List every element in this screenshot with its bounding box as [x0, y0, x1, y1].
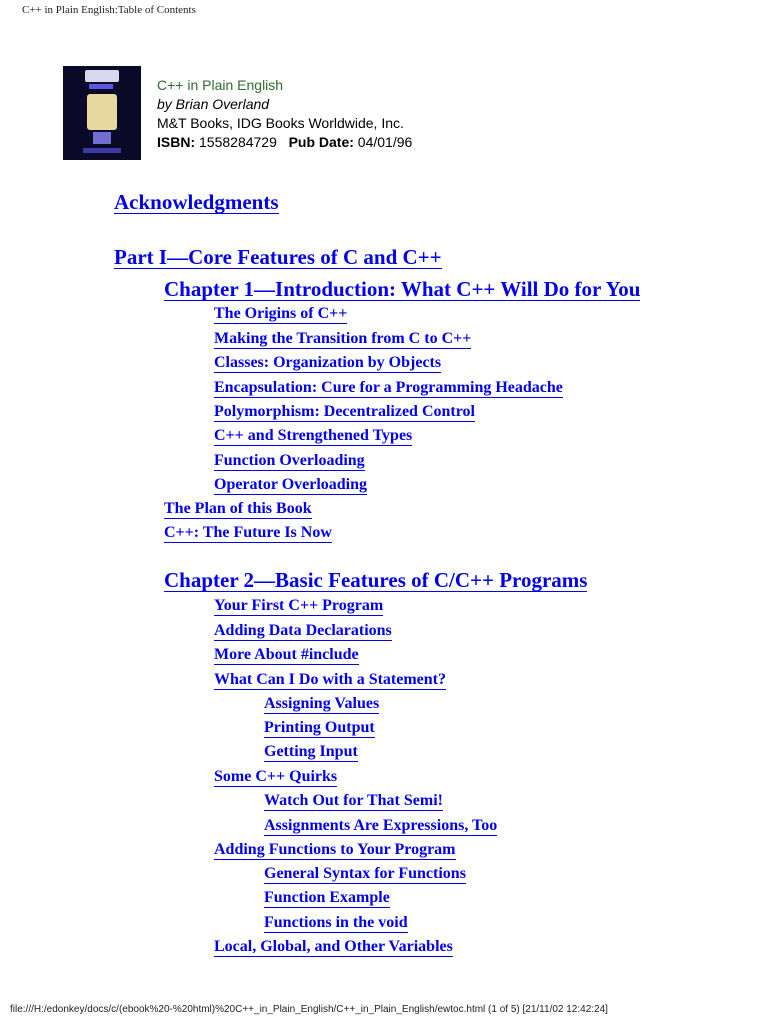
toc-link[interactable]: C++: The Future Is Now: [164, 524, 332, 541]
page-header: C++ in Plain English:Table of Contents: [22, 4, 196, 16]
toc-link[interactable]: Local, Global, and Other Variables: [214, 938, 453, 955]
toc-link[interactable]: C++ and Strengthened Types: [214, 427, 413, 444]
book-info: [63, 66, 683, 161]
toc-link[interactable]: Getting Input: [264, 743, 358, 760]
toc-link[interactable]: Watch Out for That Semi!: [264, 792, 443, 809]
book-isbn-line: [157, 133, 412, 152]
toc-link[interactable]: The Plan of this Book: [164, 500, 312, 517]
isbn-label: ISBN:: [157, 134, 196, 150]
toc-link[interactable]: Part I—Core Features of C and C++: [114, 245, 442, 269]
toc-link[interactable]: Assigning Values: [264, 695, 380, 712]
toc-link[interactable]: Your First C++ Program: [214, 597, 384, 614]
pubdate-value: 04/01/96: [357, 134, 413, 150]
book-meta: [157, 76, 412, 152]
toc-link[interactable]: Acknowledgments: [114, 190, 279, 214]
toc-link[interactable]: General Syntax for Functions: [264, 865, 466, 882]
book-publisher: M&T Books, IDG Books Worldwide, Inc.: [157, 115, 404, 131]
toc-link[interactable]: Polymorphism: Decentralized Control: [214, 403, 475, 420]
book-cover-image: [63, 66, 141, 160]
toc-link[interactable]: Functions in the void: [264, 914, 408, 931]
toc-link[interactable]: Printing Output: [264, 719, 375, 736]
toc-link[interactable]: Chapter 2—Basic Features of C/C++ Programs: [164, 568, 588, 592]
toc-link[interactable]: The Origins of C++: [214, 305, 348, 322]
toc-link[interactable]: Operator Overloading: [214, 476, 368, 493]
toc-link[interactable]: Adding Data Declarations: [214, 622, 392, 639]
pubdate-label: Pub Date:: [288, 134, 354, 150]
toc-link[interactable]: Function Overloading: [214, 452, 365, 469]
toc-link[interactable]: Assignments Are Expressions, Too: [264, 817, 498, 834]
toc-link[interactable]: Encapsulation: Cure for a Programming Headache: [214, 379, 563, 396]
toc-link[interactable]: Adding Functions to Your Program: [214, 841, 456, 858]
toc-link[interactable]: Classes: Organization by Objects: [214, 354, 442, 371]
toc-link[interactable]: Some C++ Quirks: [214, 768, 338, 785]
toc-link[interactable]: Function Example: [264, 889, 390, 906]
isbn-value: 1558284729: [199, 134, 277, 150]
toc-link[interactable]: More About #include: [214, 646, 359, 663]
toc-link[interactable]: Making the Transition from C to C++: [214, 330, 472, 347]
toc-link[interactable]: Chapter 1—Introduction: What C++ Will Do for You: [164, 277, 641, 301]
toc-link[interactable]: What Can I Do with a Statement?: [214, 671, 446, 688]
book-title: C++ in Plain English: [157, 77, 284, 93]
page-footer: file:///H:/edonkey/docs/c/(ebook%20-%20html)%20C++_in_Plain_English/C++_in_Plain_English/ewtoc.html (1 of 5) [21/11/02 12:42:24]: [10, 1004, 608, 1015]
book-author: by Brian Overland: [157, 96, 270, 112]
